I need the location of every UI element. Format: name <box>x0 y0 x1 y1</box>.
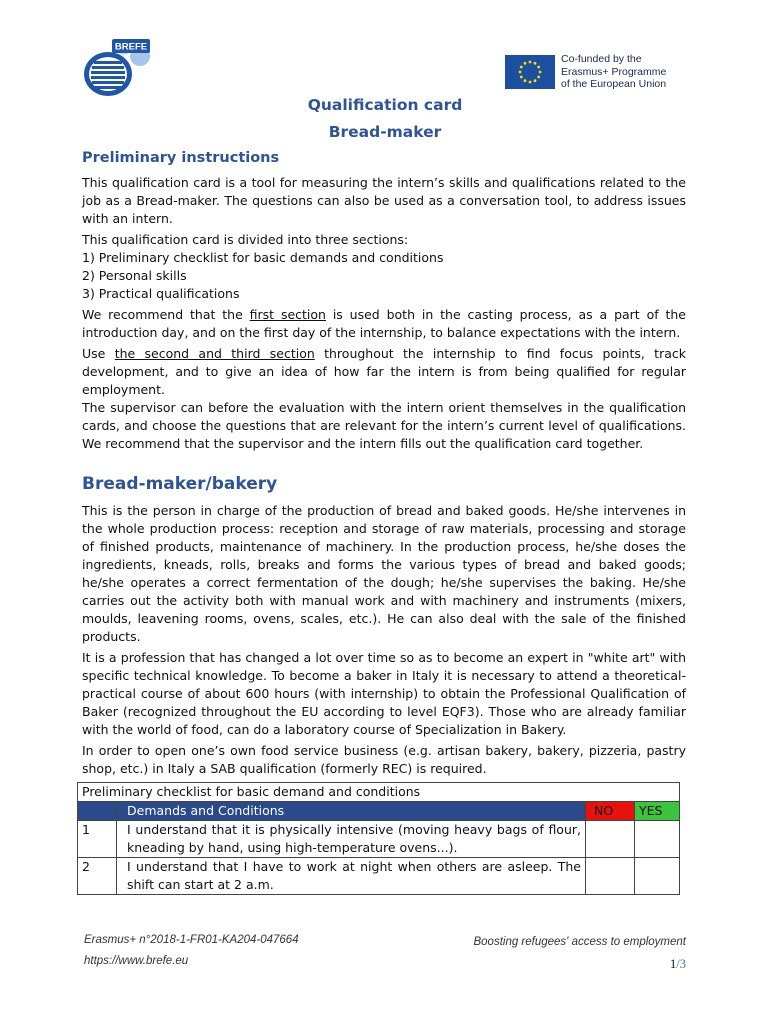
preliminary-paragraph-2: This qualification card is divided into three sections: <box>82 232 409 247</box>
section-item-1: 1) Preliminary checklist for basic demands and conditions <box>82 250 444 265</box>
eu-flag-icon <box>505 55 555 89</box>
bakery-paragraph-2: It is a profession that has changed a lot over time so as to become an expert in "white art" with specific technical knowledge. To become a baker in Italy it is necessary to attend a theoretical-practical course of about 600 hours (with internship) to obtain the Professional Qualification of Baker (recognized throughout the EU according to level EQF3). Those who are already familiar with the world of food, can do a laboratory course of Specialization in Bakery. <box>82 650 686 737</box>
page-number <box>670 957 686 972</box>
preliminary-instructions-body <box>82 174 686 453</box>
footer-tagline: Boosting refugees' access to employment <box>473 936 686 948</box>
brefe-logo <box>80 34 156 98</box>
bakery-paragraph-1: This is the person in charge of the production of bread and baked goods. He/she intervenes in the whole production process: reception and storage of raw materials, processing and storage of finished products, maintenance of machinery. In the production process, he/she doses the ingredients, kneads, rolls, breaks and forms the various types of bread and baked goods; he/she operates a correct fermentation of the dough; he/she supervises the baking. He/she carries out the activity both with manual work and with machinery and instruments (mixers, moulds, leavening rooms, ovens, scales, etc.). He can also deal with the sale of the finished products. <box>82 503 686 644</box>
table-row <box>78 821 680 858</box>
second-third-section-emphasis: the second and third section <box>114 346 315 361</box>
header-demands-label: Demands and Conditions <box>117 802 586 821</box>
header-yes-cell: YES <box>635 802 680 821</box>
p4-text-before: Use <box>82 346 115 361</box>
preliminary-checklist-table <box>77 782 680 895</box>
section-item-2: 2) Personal skills <box>82 268 187 283</box>
row-yes-checkbox[interactable] <box>635 821 680 858</box>
row-no-checkbox[interactable] <box>586 858 635 895</box>
row-yes-checkbox[interactable] <box>635 858 680 895</box>
eu-cofunded-text <box>561 53 666 91</box>
table-title: Preliminary checklist for basic demand and conditions <box>78 783 680 802</box>
preliminary-paragraph-5: The supervisor can before the evaluation with the intern orient themselves in the qualification cards, and choose the questions that are relevant for the intern’s current level of qualifications. We recommend that the supervisor and the intern fills out the qualification card together. <box>82 400 686 451</box>
eu-text-line-2: Erasmus+ Programme <box>561 65 667 78</box>
row-no-checkbox[interactable] <box>586 821 635 858</box>
bakery-paragraph-3: In order to open one’s own food service business (e.g. artisan bakery, bakery, pizzeria, pastry shop, etc.) in Italy a SAB qualification (formerly REC) is required. <box>82 743 686 776</box>
p4-text-after: throughout the internship to find focus points, track development, and to give an idea of how far the intern is from being qualified for regular employment. <box>82 346 686 397</box>
preliminary-paragraph-1: This qualification card is a tool for measuring the intern’s skills and qualifications related to the job as a Bread-maker. The questions can also be used as a conversation tool, to address issues with an intern. <box>82 175 686 226</box>
preliminary-paragraph-4 <box>82 345 686 399</box>
document-title: Qualification card <box>307 96 463 114</box>
eu-text-line-1: Co-funded by the <box>561 53 642 65</box>
row-number: 2 <box>78 858 117 895</box>
p3-text-after: is used both in the casting process, as a part of the introduction day, and on the first day of the internship, to balance expectations with the intern. <box>82 307 686 340</box>
row-text: I understand that it is physically intensive (moving heavy bags of flour, kneading by hand, using high-temperature ovens...). <box>117 821 586 858</box>
header-no-cell: NO <box>586 802 635 821</box>
brefe-logo-text: BREFE <box>114 41 148 53</box>
eu-cofunded-logo <box>505 55 675 89</box>
preliminary-instructions-heading: Preliminary instructions <box>82 150 280 166</box>
table-header-row <box>78 802 680 821</box>
eu-text-line-3: of the European Union <box>561 78 667 90</box>
bakery-body <box>82 502 686 778</box>
document-subtitle: Bread-maker <box>328 123 442 141</box>
row-text: I understand that I have to work at night when others are asleep. The shift can start at 2 a.m. <box>117 858 586 895</box>
header-number-cell <box>78 802 117 821</box>
page-current: 1 <box>670 957 677 971</box>
bakery-heading: Bread-maker/bakery <box>82 474 278 494</box>
section-item-3: 3) Practical qualifications <box>82 286 240 301</box>
footer-project-id: Erasmus+ n°2018-1-FR01-KA204-047664 <box>84 934 299 946</box>
table-title-row <box>78 783 680 802</box>
page-total: /3 <box>676 957 686 971</box>
footer-url[interactable]: https://www.brefe.eu <box>84 955 189 967</box>
brefe-logo-graphic <box>80 34 156 98</box>
p3-text-before: We recommend that the <box>82 307 250 322</box>
table-row <box>78 858 680 895</box>
first-section-emphasis: first section <box>249 307 326 322</box>
row-number: 1 <box>78 821 117 858</box>
preliminary-paragraph-3 <box>82 306 686 342</box>
